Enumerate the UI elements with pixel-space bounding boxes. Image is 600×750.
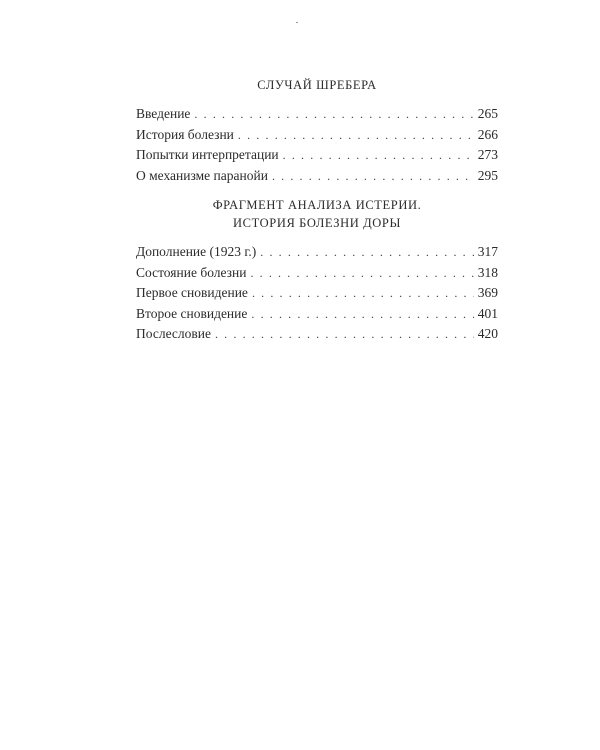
section-title-line: ФРАГМЕНТ АНАЛИЗА ИСТЕРИИ. [212, 198, 422, 212]
toc-entry-list [136, 104, 498, 186]
toc-entry-title: Второе сновидение [136, 305, 248, 321]
dot-leader [252, 283, 474, 304]
toc-section-dora [136, 196, 498, 345]
toc-entry[interactable] [136, 125, 498, 146]
toc-entry-page-number: 317 [477, 244, 498, 259]
dot-leader [194, 104, 473, 125]
dot-leader [238, 125, 474, 146]
toc-entry-page-number: 369 [477, 285, 498, 300]
toc-entry-title: Послесловие [136, 326, 211, 341]
dot-leader [283, 145, 474, 166]
section-title [136, 76, 498, 94]
toc-entry-title: История болезни [136, 126, 234, 142]
dot-leader [272, 166, 474, 187]
toc-entry[interactable] [136, 166, 498, 187]
dot-leader [260, 242, 473, 263]
toc-entry-list [136, 242, 498, 345]
page-mark [296, 22, 298, 23]
toc-entry-page-number: 273 [477, 147, 498, 162]
dot-leader [250, 263, 473, 284]
section-title-line: ИСТОРИЯ БОЛЕЗНИ ДОРЫ [233, 216, 401, 230]
toc-section-schreber [136, 76, 498, 186]
toc-entry[interactable] [136, 263, 498, 284]
section-title-line: СЛУЧАЙ ШРЕБЕРА [257, 78, 377, 92]
toc-entry[interactable] [136, 324, 498, 345]
dot-leader [251, 304, 473, 325]
toc-entry[interactable] [136, 304, 498, 325]
toc-entry-page-number: 318 [477, 264, 498, 280]
toc-entry[interactable] [136, 283, 498, 304]
toc-entry-title: Первое сновидение [136, 285, 248, 300]
toc-entry-page-number: 266 [477, 126, 498, 142]
toc-entry-title: Введение [136, 106, 191, 121]
toc-entry[interactable] [136, 104, 498, 125]
section-title [136, 196, 498, 232]
toc-entry-title: О механизме паранойи [136, 167, 268, 183]
toc-entry-page-number: 401 [477, 305, 498, 321]
toc-entry-title: Состояние болезни [136, 264, 247, 280]
toc-entry[interactable] [136, 242, 498, 263]
dot-leader [215, 324, 474, 345]
toc-entry-title: Дополнение (1923 г.) [136, 244, 257, 259]
toc-entry-page-number: 420 [477, 326, 498, 341]
toc-entry[interactable] [136, 145, 498, 166]
toc-entry-page-number: 295 [477, 167, 498, 183]
toc-entry-page-number: 265 [477, 106, 498, 121]
toc-entry-title: Попытки интерпретации [136, 147, 279, 162]
